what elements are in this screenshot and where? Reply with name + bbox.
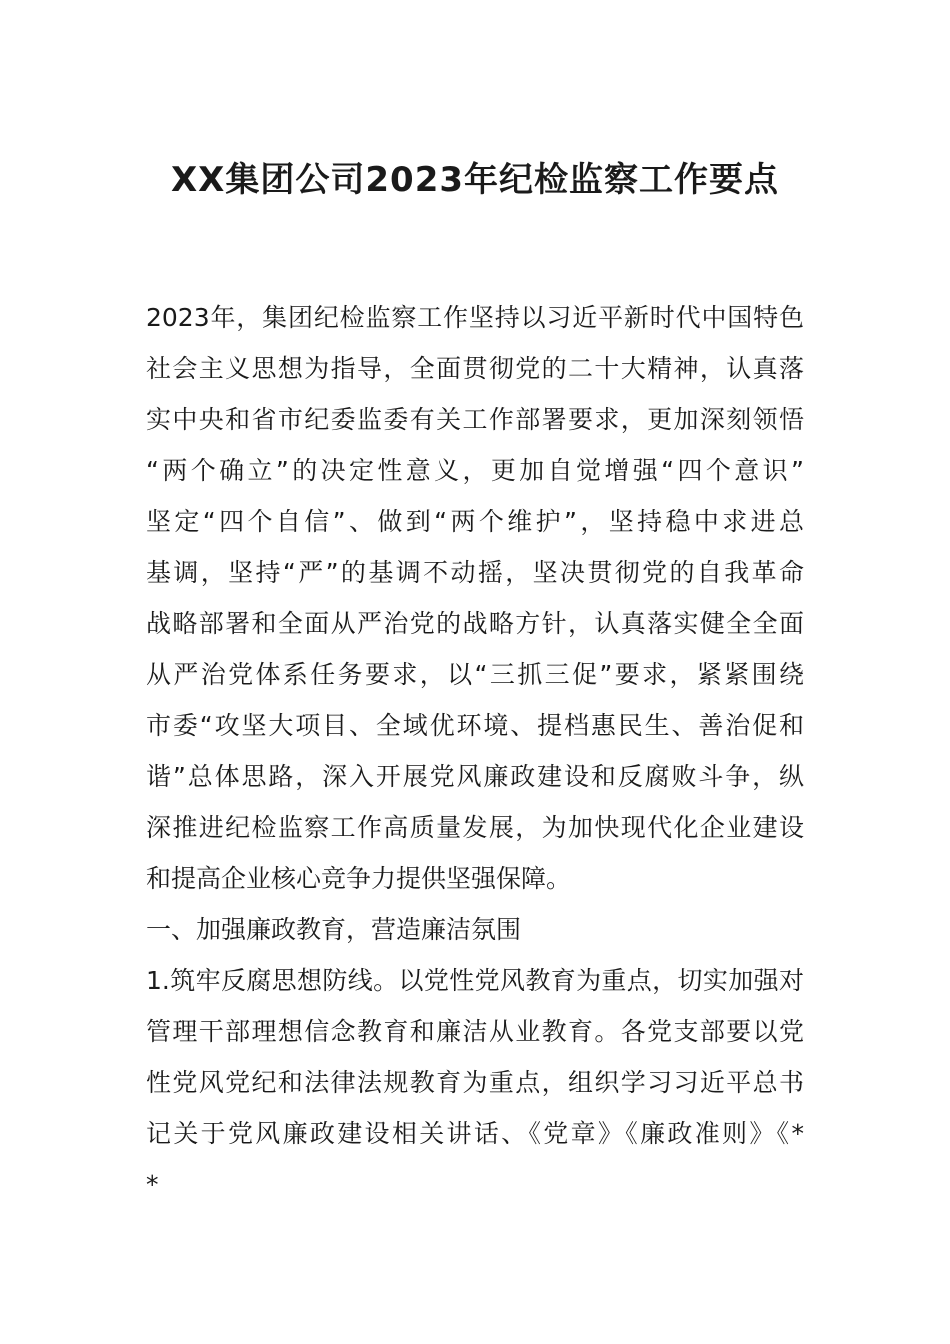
body-line: 市委“攻坚大项目、全域优环境、提档惠民生、善治促和 (146, 711, 804, 740)
body-line: 1.筑牢反腐思想防线。以党性党风教育为重点，切实加强对 (146, 966, 804, 995)
body-line: 记关于党风廉政建设相关讲话、《党章》《廉政准则》《* (146, 1119, 804, 1148)
body-line: 2023年，集团纪检监察工作坚持以习近平新时代中国特色 (146, 303, 804, 332)
body-line: 谐”总体思路，深入开展党风廉政建设和反腐败斗争，纵 (146, 762, 804, 791)
body-line: 性党风党纪和法律法规教育为重点，组织学习习近平总书 (146, 1068, 804, 1097)
document-body (146, 292, 804, 1210)
body-line: 社会主义思想为指导，全面贯彻党的二十大精神，认真落 (146, 354, 804, 383)
document-title: XX集团公司2023年纪检监察工作要点 (170, 160, 780, 200)
body-line: 坚定“四个自信”、做到“两个维护”，坚持稳中求进总 (146, 507, 804, 536)
body-line: 基调，坚持“严”的基调不动摇，坚决贯彻党的自我革命 (146, 558, 804, 587)
body-line: 深推进纪检监察工作高质量发展，为加快现代化企业建设 (146, 813, 804, 842)
body-line: 和提高企业核心竞争力提供坚强保障。 (146, 864, 572, 893)
body-line: 管理干部理想信念教育和廉洁从业教育。各党支部要以党 (146, 1017, 804, 1046)
section-heading: 一、加强廉政教育，营造廉洁氛围 (146, 915, 522, 944)
body-line: 战略部署和全面从严治党的战略方针，认真落实健全全面 (146, 609, 804, 638)
body-line: * (146, 1170, 159, 1199)
body-line: 从严治党体系任务要求，以“三抓三促”要求，紧紧围绕 (146, 660, 804, 689)
body-line: “两个确立”的决定性意义，更加自觉增强“四个意识” (146, 456, 804, 485)
body-line: 实中央和省市纪委监委有关工作部署要求，更加深刻领悟 (146, 405, 804, 434)
